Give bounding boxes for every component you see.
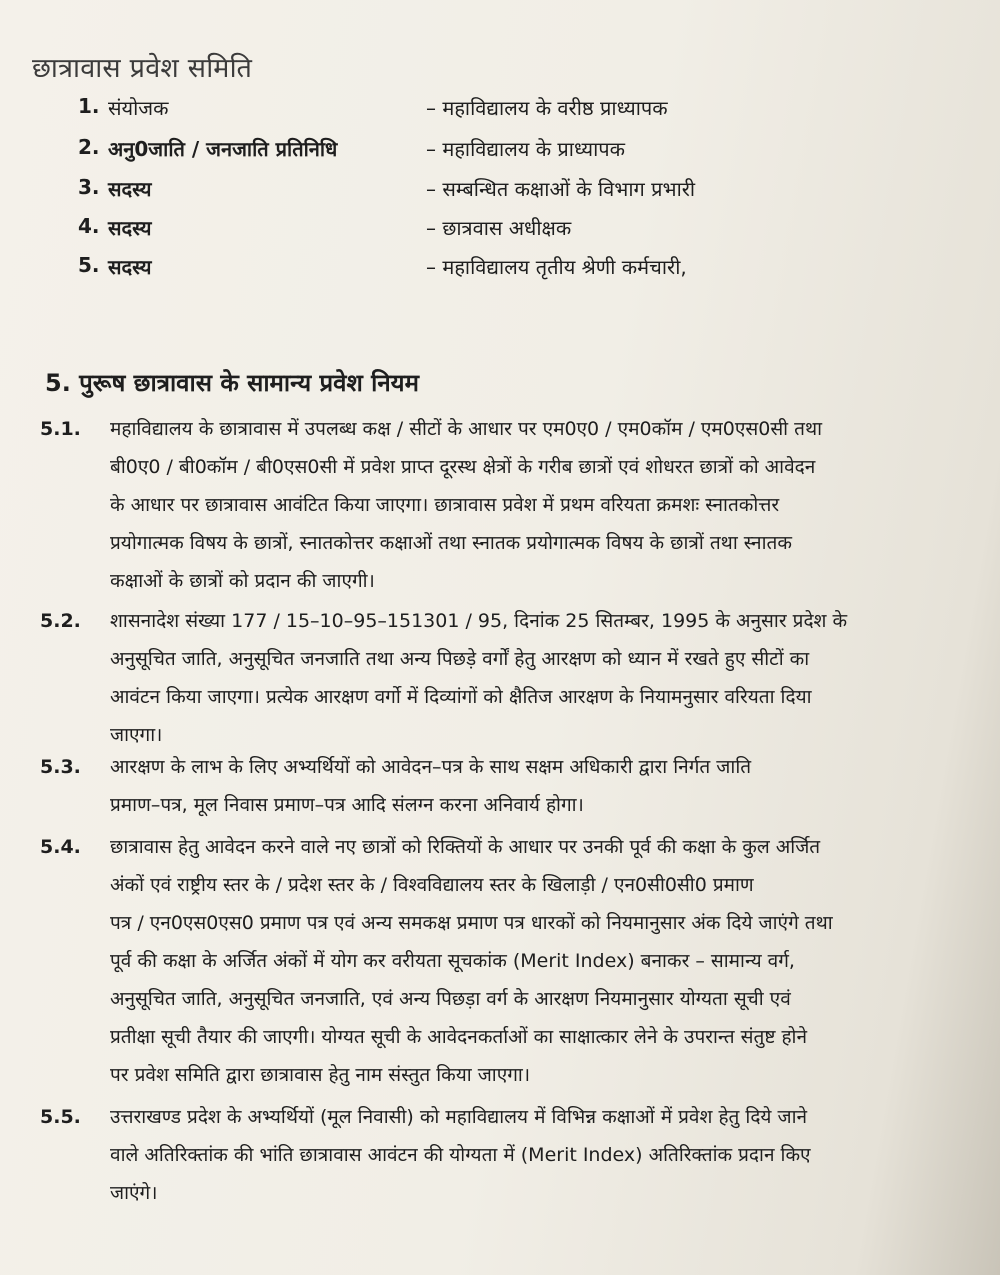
- committee-member: [78, 94, 978, 128]
- rule-line: अनुसूचित जाति, अनुसूचित जनजाति, एवं अन्य पिछड़ा वर्ग के आरक्षण नियमानुसार योग्यता सूची एवं: [110, 988, 791, 1010]
- member-description: – महाविद्यालय तृतीय श्रेणी कर्मचारी,: [426, 255, 687, 279]
- member-number: 5.: [78, 253, 100, 277]
- rule-line: आरक्षण के लाभ के लिए अभ्यर्थियों को आवेदन–पत्र के साथ सक्षम अधिकारी द्वारा निर्गत जाति: [110, 756, 752, 778]
- rule-line: छात्रावास हेतु आवेदन करने वाले नए छात्रों को रिक्तियों के आधार पर उनकी पूर्व की कक्षा के कुल अर्जित: [110, 836, 821, 858]
- committee-member: [78, 175, 978, 209]
- rule-line: अनुसूचित जाति, अनुसूचित जनजाति तथा अन्य पिछड़े वर्गों हेतु आरक्षण को ध्यान में रखते हुए सीटों का: [110, 648, 810, 670]
- rule-line: कक्षाओं के छात्रों को प्रदान की जाएगी।: [110, 570, 375, 592]
- rule-line: प्रयोगात्मक विषय के छात्रों, स्नातकोत्तर कक्षाओं तथा स्नातक प्रयोगात्मक विषय के छात्रों तथा स्नातक: [110, 532, 792, 554]
- rule-line: अंकों एवं राष्ट्रीय स्तर के / प्रदेश स्तर के / विश्वविद्यालय स्तर के खिलाड़ी / एन0सी0सी0 प्रमाण: [110, 874, 754, 896]
- rule-line: पत्र / एन0एस0एस0 प्रमाण पत्र एवं अन्य समकक्ष प्रमाण पत्र धारकों को नियमानुसार अंक दिये जाएंगे तथा: [110, 912, 833, 934]
- rule-text: [110, 748, 965, 824]
- rule-text: [110, 1098, 965, 1212]
- rule-number: 5.3.: [40, 756, 81, 778]
- rule-number: 5.1.: [40, 418, 81, 440]
- rule-line: जाएंगे।: [110, 1182, 158, 1204]
- rule-text: [110, 410, 965, 600]
- rule-line: वाले अतिरिक्तांक की भांति छात्रावास आवंटन की योग्यता में (Merit Index) अतिरिक्तांक प्रदान किए: [110, 1144, 811, 1166]
- member-role: संयोजक: [108, 96, 169, 120]
- member-description: – महाविद्यालय के वरीष्ठ प्राध्यापक: [426, 96, 668, 120]
- rule-text: [110, 828, 965, 1094]
- member-role: सदस्य: [108, 216, 152, 240]
- committee-member: [78, 135, 978, 169]
- rule-text: [110, 602, 965, 754]
- member-number: 2.: [78, 135, 100, 159]
- committee-member: [78, 214, 978, 248]
- committee-member: [78, 253, 978, 287]
- member-number: 3.: [78, 175, 100, 199]
- member-number: 4.: [78, 214, 100, 238]
- rule-line: पूर्व की कक्षा के अर्जित अंकों में योग कर वरीयता सूचकांक (Merit Index) बनाकर – सामान्य वर्ग,: [110, 950, 795, 972]
- rule-line: प्रमाण–पत्र, मूल निवास प्रमाण–पत्र आदि संलग्न करना अनिवार्य होगा।: [110, 794, 584, 816]
- rule-line: प्रतीक्षा सूची तैयार की जाएगी। योग्यत सूची के आवेदनकर्ताओं का साक्षात्कार लेने के उपरान्त संतुष्ट होने: [110, 1026, 808, 1048]
- rule-line: शासनादेश संख्या 177 / 15–10–95–151301 / 95, दिनांक 25 सितम्बर, 1995 के अनुसार प्रदेश के: [110, 610, 848, 632]
- rule-line: पर प्रवेश समिति द्वारा छात्रावास हेतु नाम संस्तुत किया जाएगा।: [110, 1064, 531, 1086]
- rule-line: उत्तराखण्ड प्रदेश के अभ्यर्थियों (मूल निवासी) को महाविद्यालय में विभिन्न कक्षाओं में प्रवेश हेतु दिये जाने: [110, 1106, 808, 1128]
- rule-line: महाविद्यालय के छात्रावास में उपलब्ध कक्ष / सीटों के आधार पर एम0ए0 / एम0कॉम / एम0एस0सी तथा: [110, 418, 823, 440]
- rule-line: के आधार पर छात्रावास आवंटित किया जाएगा। छात्रावास प्रवेश में प्रथम वरियता क्रमशः स्नातकोत्तर: [110, 494, 780, 516]
- member-description: – महाविद्यालय के प्राध्यापक: [426, 137, 626, 161]
- rule-line: बी0ए0 / बी0कॉम / बी0एस0सी में प्रवेश प्राप्त दूरस्थ क्षेत्रों के गरीब छात्रों एवं शोधरत छात्रों को आवेदन: [110, 456, 816, 478]
- section-heading: 5. पुरूष छात्रावास के सामान्य प्रवेश नियम: [45, 369, 419, 397]
- rule-line: जाएगा।: [110, 724, 163, 746]
- rule-number: 5.5.: [40, 1106, 81, 1128]
- rule-number: 5.2.: [40, 610, 81, 632]
- member-role: सदस्य: [108, 255, 152, 279]
- member-description: – छात्रवास अधीक्षक: [426, 216, 572, 240]
- member-description: – सम्बन्धित कक्षाओं के विभाग प्रभारी: [426, 177, 696, 201]
- member-role: सदस्य: [108, 177, 152, 201]
- member-role: अनु0जाति / जनजाति प्रतिनिधि: [108, 137, 338, 161]
- rule-line: आवंटन किया जाएगा। प्रत्येक आरक्षण वर्गो में दिव्यांगों को क्षैतिज आरक्षण के नियामनुसार वरियता दिया: [110, 686, 812, 708]
- committee-title: छात्रावास प्रवेश समिति: [32, 53, 253, 84]
- rule-number: 5.4.: [40, 836, 81, 858]
- member-number: 1.: [78, 94, 100, 118]
